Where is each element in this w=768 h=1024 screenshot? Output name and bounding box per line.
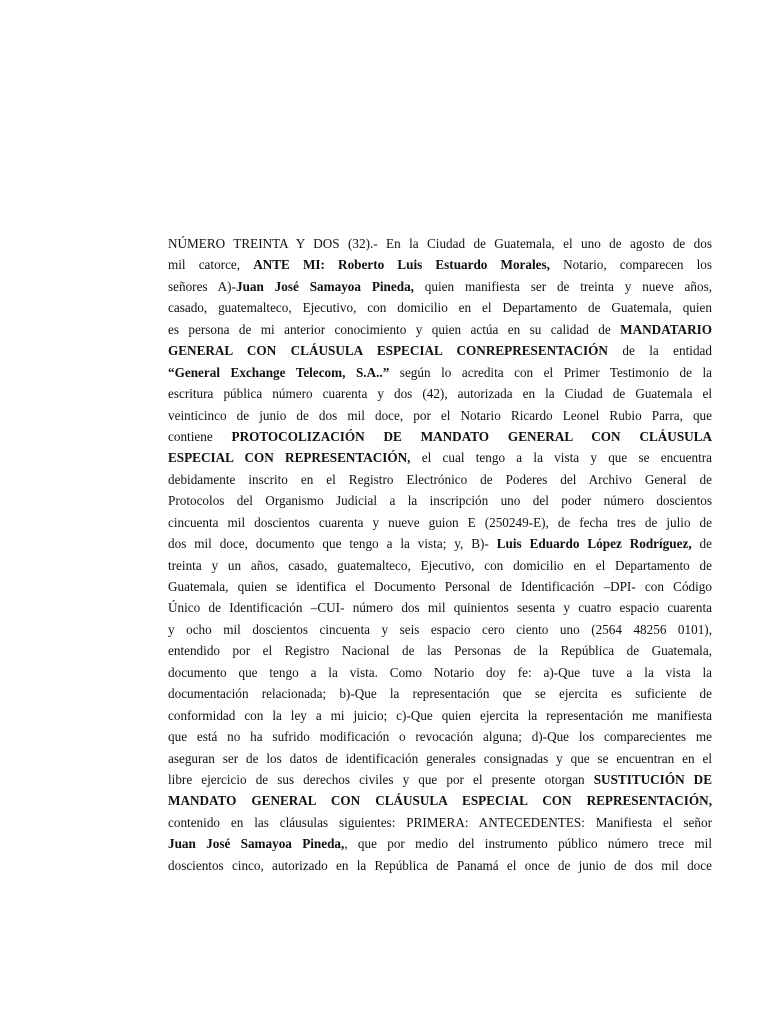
text-span: señores A)- bbox=[168, 278, 236, 294]
text-line bbox=[168, 769, 712, 790]
bold-text: “General Exchange Telecom, S.A..” bbox=[168, 364, 390, 380]
text-line bbox=[168, 619, 712, 640]
text-span: y ocho mil doscientos cincuenta y seis espacio cero ciento uno (2564 48256 0101), bbox=[168, 621, 712, 637]
text-span: de la entidad bbox=[607, 343, 712, 359]
text-span: contiene bbox=[168, 428, 232, 444]
bold-text: Luis Eduardo López Rodríguez, bbox=[496, 536, 692, 552]
text-line bbox=[168, 683, 712, 704]
text-line bbox=[168, 254, 712, 275]
text-span: conformidad con la ley a mi juicio; c)-Que quien ejercita la representación me manifiesta bbox=[168, 707, 712, 723]
text-span: debidamente inscrito en el Registro Electrónico de Poderes del Archivo General de bbox=[168, 471, 712, 487]
text-span: veinticinco de junio de dos mil doce, por el Notario Ricardo Leonel Rubio Parra, que bbox=[168, 407, 712, 423]
document-body bbox=[168, 233, 712, 876]
text-line bbox=[168, 705, 712, 726]
text-span: libre ejercicio de sus derechos civiles y que por el presente otorgan bbox=[168, 771, 594, 787]
text-span: quien manifiesta ser de treinta y nueve años, bbox=[413, 278, 712, 294]
text-line bbox=[168, 512, 712, 533]
text-span: escritura pública número cuarenta y dos (42), autorizada en la Ciudad de Guatemala el bbox=[168, 386, 712, 402]
bold-text: Juan José Samayoa Pineda, bbox=[235, 278, 414, 294]
text-span: Guatemala, quien se identifica el Documento Personal de Identificación –DPI- con Código bbox=[168, 579, 712, 594]
text-span: que está no ha sufrido modificación o revocación alguna; d)-Que los comparecientes me bbox=[168, 729, 712, 745]
text-span: doscientos cinco, autorizado en la República de Panamá el once de junio de dos mil doce bbox=[168, 857, 712, 873]
bold-text: PROTOCOLIZACIÓN DE MANDATO GENERAL CON CLÁUSULA bbox=[231, 428, 712, 444]
text-line bbox=[168, 469, 712, 490]
text-line bbox=[168, 383, 712, 404]
text-line bbox=[168, 362, 712, 383]
text-line bbox=[168, 426, 712, 447]
text-line bbox=[168, 340, 712, 361]
text-line bbox=[168, 790, 712, 811]
text-span: Único de Identificación –CUI- número dos mil quinientos sesenta y cuatro espacio cuarenta bbox=[168, 600, 712, 616]
text-span: entendido por el Registro Nacional de las Personas de la República de Guatemala, bbox=[168, 643, 712, 659]
text-line bbox=[168, 855, 712, 876]
text-span: contenido en las cláusulas siguientes: PRIMERA: ANTECEDENTES: Manifiesta el señor bbox=[168, 814, 712, 830]
bold-text: GENERAL CON CLÁUSULA ESPECIAL CONREPRESENTACIÓN bbox=[168, 343, 608, 359]
text-line bbox=[168, 576, 712, 597]
bold-text: MANDATARIO bbox=[620, 321, 712, 337]
bold-text: ESPECIAL CON REPRESENTACIÓN, bbox=[168, 450, 411, 466]
text-span: cincuenta mil doscientos cuarenta y nueve guion E (250249-E), de fecha tres de julio de bbox=[168, 514, 712, 530]
text-line bbox=[168, 533, 712, 554]
text-span: documentación relacionada; b)-Que la representación que se ejercita es suficiente de bbox=[168, 686, 712, 702]
text-span: Notario, comparecen los bbox=[549, 257, 712, 273]
text-line bbox=[168, 640, 712, 661]
text-span: NÚMERO TREINTA Y DOS (32).- En la Ciudad de Guatemala, el uno de agosto de dos bbox=[168, 236, 712, 251]
text-line bbox=[168, 405, 712, 426]
text-span: dos mil doce, documento que tengo a la vista; y, B)- bbox=[168, 536, 497, 552]
text-line bbox=[168, 833, 712, 854]
text-span: , que por medio del instrumento público número trece mil bbox=[344, 836, 712, 852]
text-span: es persona de mi anterior conocimiento y quien actúa en su calidad de bbox=[168, 321, 621, 337]
text-span: el cual tengo a la vista y que se encuentra bbox=[410, 450, 712, 466]
text-span: Protocolos del Organismo Judicial a la inscripción uno del poder número doscientos bbox=[168, 493, 712, 509]
text-line bbox=[168, 812, 712, 833]
text-span: según lo acredita con el Primer Testimonio de la bbox=[389, 364, 712, 380]
text-line bbox=[168, 662, 712, 683]
text-span: aseguran ser de los datos de identificación generales consignadas y que se encuentran en el bbox=[168, 750, 712, 766]
text-line bbox=[168, 447, 712, 468]
text-span: treinta y un años, casado, guatemalteco, Ejecutivo, con domicilio en el Departamento de bbox=[168, 557, 712, 573]
text-span: mil catorce, bbox=[168, 257, 254, 273]
text-line bbox=[168, 319, 712, 340]
bold-text: MANDATO GENERAL CON CLÁUSULA ESPECIAL CON REPRESENTACIÓN, bbox=[168, 793, 712, 809]
text-line bbox=[168, 233, 712, 254]
text-line bbox=[168, 490, 712, 511]
text-line bbox=[168, 597, 712, 618]
bold-text: Juan José Samayoa Pineda, bbox=[168, 836, 345, 852]
text-line bbox=[168, 297, 712, 318]
text-line bbox=[168, 726, 712, 747]
text-span: de bbox=[691, 536, 712, 552]
text-line bbox=[168, 748, 712, 769]
text-span: documento que tengo a la vista. Como Notario doy fe: a)-Que tuve a la vista la bbox=[168, 664, 712, 680]
text-line bbox=[168, 276, 712, 297]
text-line bbox=[168, 555, 712, 576]
text-span: casado, guatemalteco, Ejecutivo, con domicilio en el Departamento de Guatemala, quien bbox=[168, 300, 712, 316]
bold-text: ANTE MI: Roberto Luis Estuardo Morales, bbox=[253, 257, 550, 273]
bold-text: SUSTITUCIÓN DE bbox=[593, 771, 712, 787]
